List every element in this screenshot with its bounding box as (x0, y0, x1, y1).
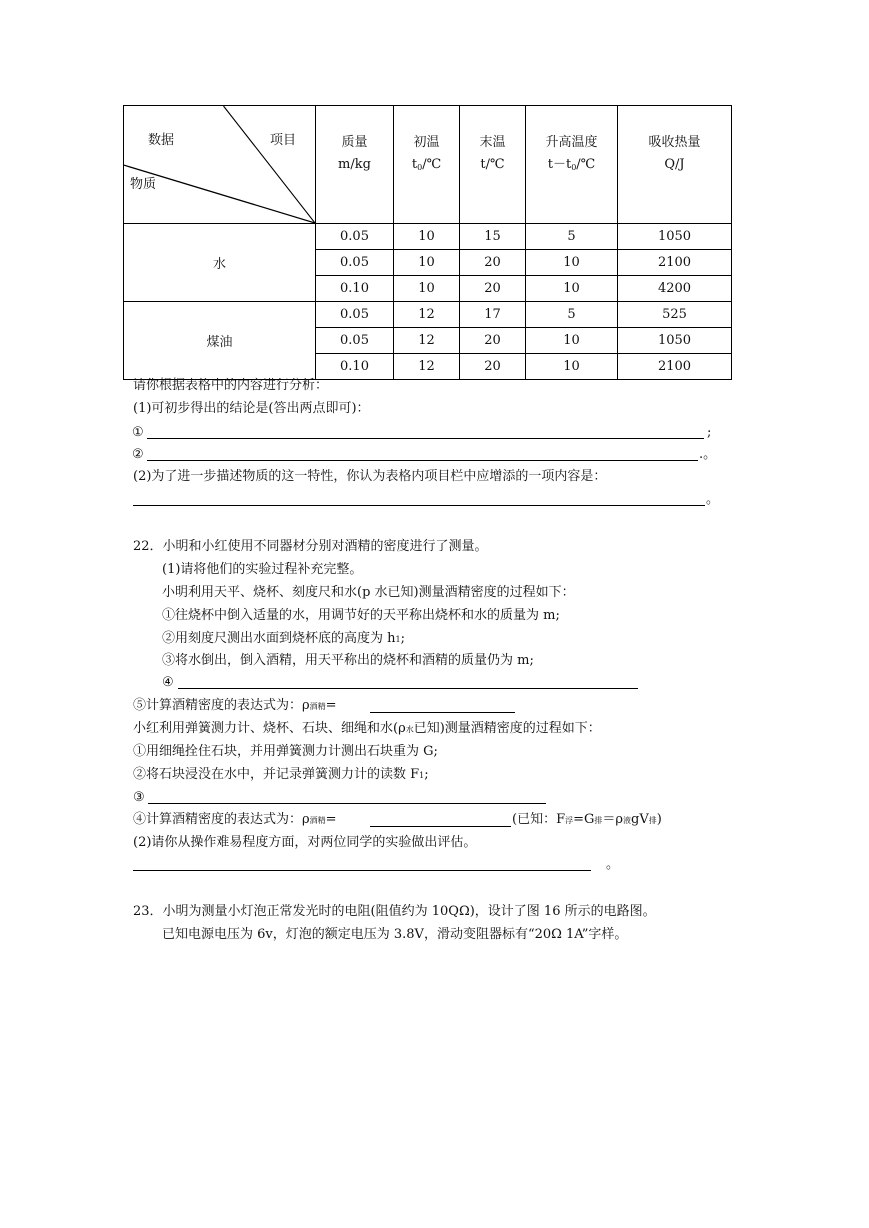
heat-absorption-table (123, 105, 732, 380)
header-temp-rise: 升高温度 $t-t_0/℃$ (526, 106, 618, 224)
header-initial-temp: 初温 $t_0/℃$ (394, 106, 460, 224)
analysis-intro: 请你根据表格中的内容进行分析： (133, 378, 329, 393)
table-cell: 2100 (618, 250, 732, 276)
table-cell: 10 (526, 250, 618, 276)
table-cell: 5 (526, 224, 618, 250)
xiaoming-step-3: ③将水倒出，倒入酒精，用天平称出的烧杯和酒精的质量仍为 m; (162, 653, 534, 668)
evaluation-end: 。 (606, 857, 620, 872)
xiaoming-intro: 小明利用天平、烧杯、刻度尺和水(p 水已知)测量酒精密度的过程如下： (162, 585, 575, 600)
substance-water: 水 (124, 224, 316, 302)
conclusion-1-blank[interactable] (147, 438, 704, 439)
table-cell: 0.10 (316, 354, 394, 380)
header-heat-absorbed: 吸收热量 Q/J (618, 106, 732, 224)
conclusion-2-marker: ② (132, 447, 144, 462)
header-final-temp: 末温 t/℃ (460, 106, 526, 224)
diagonal-lines (124, 106, 315, 223)
corner-label-substance: 物质 (130, 177, 157, 192)
table-cell: 10 (526, 276, 618, 302)
table-cell: 0.10 (316, 276, 394, 302)
q23-line-1: 23．小明为测量小灯泡正常发光时的电阻(阻值约为 10QΩ)，设计了图 16 所示的电路图。 (133, 904, 656, 919)
xiaohong-step-2: ②将石块浸没在水中，并记录弹簧测力计的读数 F1; (133, 767, 429, 782)
added-item-blank[interactable] (133, 505, 705, 506)
table-row (124, 224, 732, 250)
xiaohong-step-3-blank[interactable] (148, 803, 546, 804)
table-cell: 10 (394, 224, 460, 250)
table-header-row (124, 106, 732, 224)
corner-label-data: 数据 (148, 133, 175, 148)
table-cell: 10 (394, 276, 460, 302)
table-cell: 20 (460, 354, 526, 380)
table-cell: 10 (526, 354, 618, 380)
conclusion-1-marker: ① (132, 425, 144, 440)
table-cell: 4200 (618, 276, 732, 302)
question-part-1: (1)可初步得出的结论是(答出两点即可)： (133, 401, 370, 416)
table-cell: 5 (526, 302, 618, 328)
table-cell: 20 (460, 276, 526, 302)
added-item-end: 。 (706, 492, 720, 507)
table-cell: 10 (394, 250, 460, 276)
header-mass: 质量 m/kg (316, 106, 394, 224)
table-cell: 1050 (618, 328, 732, 354)
xiaoming-step-2: ②用刻度尺测出水面到烧杯底的高度为 h1; (162, 631, 405, 646)
table-cell: 17 (460, 302, 526, 328)
table-cell: 12 (394, 354, 460, 380)
corner-label-item: 项目 (270, 133, 297, 148)
xiaoming-step-1: ①往烧杯中倒入适量的水，用调节好的天平称出烧杯和水的质量为 m; (162, 608, 560, 623)
substance-kerosene: 煤油 (124, 302, 316, 380)
xiaoming-step-4-marker: ④ (162, 675, 174, 690)
q23-line-2: 已知电源电压为 6v，灯泡的额定电压为 3.8V，滑动变阻器标有“20Ω 1A”字样。 (162, 927, 628, 942)
conclusion-2-blank[interactable] (147, 460, 698, 461)
table-cell: 15 (460, 224, 526, 250)
table-cell: 2100 (618, 354, 732, 380)
table-cell: 1050 (618, 224, 732, 250)
xiaohong-intro: 小红利用弹簧测力计、烧杯、石块、细绳和水(ρ水已知)测量酒精密度的过程如下： (133, 721, 601, 736)
table-cell: 12 (394, 328, 460, 354)
table-cell: 12 (394, 302, 460, 328)
xiaoming-step-4-blank[interactable] (178, 688, 638, 689)
table-cell: 0.05 (316, 302, 394, 328)
q22-part-2: (2)请你从操作难易程度方面，对两位同学的实验做出评估。 (133, 835, 477, 850)
xiaoming-density-blank[interactable] (370, 712, 515, 713)
conclusion-1-end: ; (707, 425, 712, 440)
table-row (124, 302, 732, 328)
conclusion-2-end: .。 (699, 447, 717, 462)
table-cell: 20 (460, 328, 526, 354)
q22-title: 22．小明和小红使用不同器材分别对酒精的密度进行了测量。 (133, 539, 488, 554)
xiaoming-density-expression: ⑤计算酒精密度的表达式为：ρ酒精= (133, 698, 337, 713)
diagonal-header-cell (124, 106, 316, 224)
buoyancy-formula: (已知：F浮=G排＝ρ液gV排) (512, 812, 662, 827)
table-cell: 0.05 (316, 328, 394, 354)
table-cell: 20 (460, 250, 526, 276)
table-cell: 0.05 (316, 224, 394, 250)
xiaohong-step-3-marker: ③ (133, 790, 145, 805)
table-cell: 10 (526, 328, 618, 354)
q22-part-1: (1)请将他们的实验过程补充完整。 (162, 562, 363, 577)
xiaohong-density-expression: ④计算酒精密度的表达式为：ρ酒精= (133, 812, 337, 827)
xiaohong-density-blank[interactable] (370, 826, 511, 827)
table-cell: 525 (618, 302, 732, 328)
question-part-2: (2)为了进一步描述物质的这一特性，你认为表格内项目栏中应增添的一项内容是： (133, 469, 607, 484)
evaluation-blank[interactable] (133, 870, 591, 871)
xiaohong-step-1: ①用细绳拴住石块，并用弹簧测力计测出石块重为 G; (133, 744, 438, 759)
table-cell: 0.05 (316, 250, 394, 276)
